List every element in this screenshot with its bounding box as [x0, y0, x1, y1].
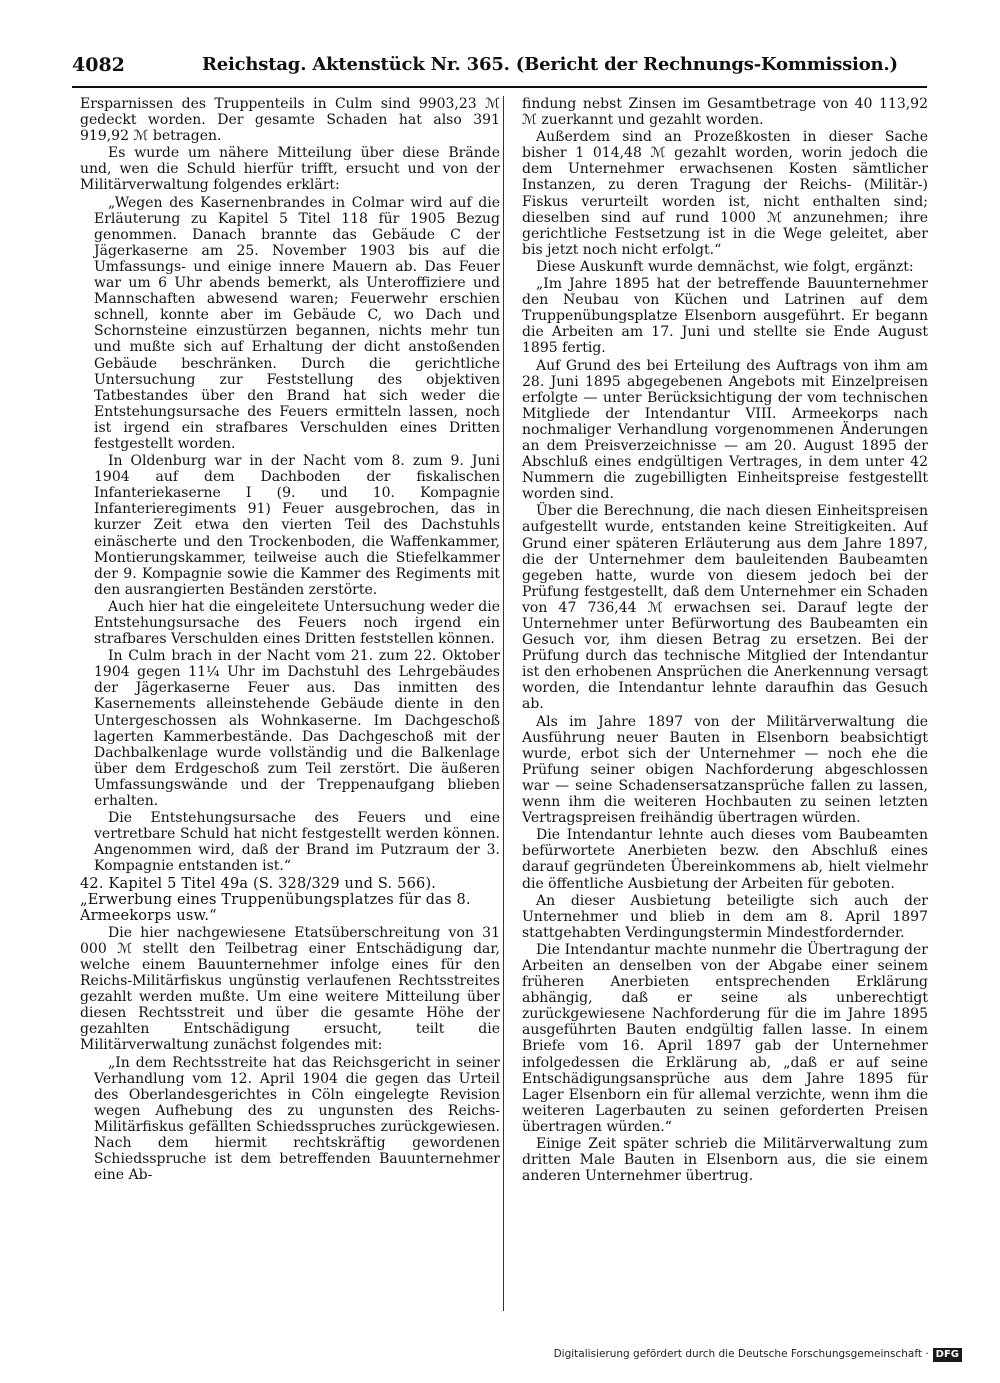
right-column — [508, 96, 928, 1316]
paragraph: Die Intendantur lehnte auch dieses vom Baubeamten befürwortete Anerbieten bezw. den Abschluß eines darauf gegründeten Übereinkommens ab, hielt vielmehr die öffentliche Ausbietung der Arbeiten für geboten. — [522, 827, 928, 892]
paragraph: Außerdem sind an Prozeßkosten in dieser Sache bisher 1 014,48 ℳ gezahlt worden, worin jedoch die dem Unternehmer erwachsenen Kosten sämtlicher Instanzen, zu deren Tragung der Reichs- (Militär-) Fiskus verurteilt worden ist, nicht enthalten sind; dieselben sind auf rund 1000 ℳ anzunehmen; ihre gerichtliche Festsetzung ist in die Wege geleitet, aber bis jetzt noch nicht erfolgt.“ — [522, 129, 928, 258]
paragraph: Die Intendantur machte nunmehr die Übertragung der Arbeiten an denselben von der Abgabe einer seinem früheren Anerbieten entsprechenden Erklärung abhängig, daß er seine als unberechtigt zurückgewiesene Nachforderung für die im Jahre 1895 ausgeführten Bauten endgültig fallen lasse. In einem Briefe vom 16. April 1897 gab der Unternehmer infolgedessen die Erklärung ab, „daß er auf seine Entschädigungsansprüche aus dem Jahre 1895 für Lager Elsenborn ein für allemal verzichte, wenn ihm die weiteren Lagerbauten zu seinen geforderten Preisen übertragen würden.“ — [522, 941, 928, 1135]
quotation-block — [80, 195, 500, 875]
credit-text: Digitalisierung gefördert durch die Deutsche Forschungsgemeinschaft · — [553, 1348, 929, 1360]
paragraph: Ersparnissen des Truppenteils in Culm sind 9903,23 ℳ gedeckt worden. Der gesamte Schaden hat also 391 919,92 ℳ betragen. — [80, 96, 500, 145]
page-number: 4082 — [72, 54, 125, 76]
running-title: Reichstag. Aktenstück Nr. 365. (Bericht der Rechnungs-Kommission.) — [202, 54, 898, 75]
section-title: 42. Kapitel 5 Titel 49a (S. 328/329 und S. 566). „Erwerbung eines Truppenübungsplatzes für das 8. Armeekorps usw.“ — [80, 875, 471, 924]
paragraph: Die Entstehungsursache des Feuers und eine vertretbare Schuld hat nicht festgestellt werden können. Angenommen wird, daß der Brand im Putzraum der 3. Kompagnie entstanden ist.“ — [94, 810, 500, 875]
paragraph: Auch hier hat die eingeleitete Untersuchung weder die Entstehungsursache des Feuers noch irgend ein strafbares Verschulden eines Dritten feststellen können. — [94, 598, 500, 648]
quotation-block — [508, 96, 928, 258]
paragraph: An dieser Ausbietung beteiligte sich auch der Unternehmer und blieb in dem am 8. April 1897 stattgehabten Verdingungstermin Mindestfordernder. — [522, 892, 928, 941]
quotation-block — [80, 1055, 500, 1184]
paragraph: Diese Auskunft wurde demnächst, wie folgt, ergänzt: — [536, 258, 914, 275]
paragraph: Einige Zeit später schrieb die Militärverwaltung zum dritten Male Bauten in Elsenborn aus, die sie einem anderen Unternehmer übertrug. — [522, 1136, 928, 1185]
paragraph: findung nebst Zinsen im Gesamtbetrage von 40 113,92 ℳ zuerkannt und gezahlt worden. — [522, 96, 928, 129]
paragraph: „Wegen des Kasernenbrandes in Colmar wird auf die Erläuterung zu Kapitel 5 Titel 118 für 1905 Bezug genommen. Danach brannte das Gebäude C der Jägerkaserne am 25. November 1903 bis auf die Umfassungs- und einige innere Mauern ab. Das Feuer war um 6 Uhr abends bemerkt, als Unteroffiziere und Mannschaften abwesend waren; Feuerwehr erschien schnell, konnte aber im Gebäude C, wo Dach und Schornsteine einzustürzen begannen, nichts mehr tun und mußte sich auf Erhaltung der dicht anstoßenden Gebäude beschränken. Durch die gerichtliche Untersuchung zur Feststellung des objektiven Tatbestandes über den Brand hat sich weder die Entstehungsursache des Feuers ermitteln lassen, noch ist irgend ein strafbares Verschulden eines Dritten festgestellt worden. — [94, 194, 500, 452]
quotation-block — [508, 276, 928, 1184]
paragraph: In Oldenburg war in der Nacht vom 8. zum 9. Juni 1904 auf dem Dachboden der fiskalischen Infanteriekaserne I (9. und 10. Kompagnie Infanterieregiments 91) Feuer ausgebrochen, das in kurzer Zeit etwa den vierten Teil des Dachstuhls einäscherte und den Trockenboden, die Waffenkammer, Montierungskammer, teilweise auch die Stiefelkammer der 9. Kompagnie sowie die Kammer des Regiments mit den ausrangierten Beständen zerstörte. — [94, 453, 500, 598]
paragraph: „Im Jahre 1895 hat der betreffende Bauunternehmer den Neubau von Küchen und Latrinen auf dem Truppenübungsplatze Elsenborn ausgeführt. Er begann die Arbeiten am 17. Juni und stellte sie Ende August 1895 fertig. — [522, 276, 928, 357]
paragraph: Auf Grund des bei Erteilung des Auftrags von ihm am 28. Juni 1895 abgegebenen Angebots mit Einzelpreisen erfolgte — unter Berücksichtigung der vom technischen Mitgliede der Intendantur VIII. Armeekorps nach nochmaliger Verhandlung vorgenommenen Änderungen an dem Preisverzeichnisse — am 20. August 1895 der Abschluß eines endgültigen Vertrages, in dem unter 42 Nummern die zugebilligten Einheitspreise festgestellt worden sind. — [522, 357, 928, 503]
header-rule — [72, 86, 927, 88]
paragraph: In Culm brach in der Nacht vom 21. zum 22. Oktober 1904 gegen 11¼ Uhr im Dachstuhl des Lehrgebäudes der Jägerkaserne Feuer aus. Das inmitten des Kasernements alleinstehende Gebäude diente in den Untergeschossen als Wohnkaserne. Im Dachgeschoß lagerten Kammerbestände. Das Dachgeschoß mit der Dachbalkenlage wurde vollständig und die Balkenlage über dem Erdgeschoß zum Teil zerstört. Die äußeren Umfassungswände und der Treppenaufgang blieben erhalten. — [94, 648, 500, 810]
paragraph: Über die Berechnung, die nach diesen Einheitspreisen aufgestellt wurde, entstanden keine Streitigkeiten. Auf Grund einer späteren Erläuterung aus dem Jahre 1897, die der Unternehmer dem bauleitenden Baubeamten gegeben hatte, wurde von diesem jedoch bei der Prüfung festgestellt, daß dem Unternehmer ein Schaden von 47 736,44 ℳ erwachsen sei. Darauf legte der Unternehmer unter Befürwortung des Baubeamten ein Gesuch vor, ihm diesen Betrag zu ersetzen. Bei der Prüfung durch das technische Mitglied der Intendantur ist den erhobenen Ansprüchen die Anerkennung versagt worden, die Intendantur lehnte daraufhin das Gesuch ab. — [522, 503, 928, 713]
digitization-credit — [554, 1346, 962, 1362]
paragraph: Die hier nachgewiesene Etatsüberschreitung von 31 000 ℳ stellt den Teilbetrag einer Entschädigung dar, welche einem Bauunternehmer infolge eines für den Reichs-Militärfiskus ungünstig verlaufenen Rechtsstreites gezahlt werden mußte. Um eine weitere Mitteilung über diesen Rechtsstreit und über die gesamte Höhe der gezahlten Entschädigung ersucht, teilt die Militärverwaltung zunächst folgendes mit: — [80, 924, 500, 1054]
paragraph: „In dem Rechtsstreite hat das Reichsgericht in seiner Verhandlung vom 12. April 1904 die gegen das Urteil des Oberlandesgerichtes in Cöln eingelegte Revision wegen Aufhebung des zu ungunsten des Reichs-Militärfiskus gefällten Schiedsspruches zurückgewiesen. Nach dem hiermit rechtskräftig gewordenen Schiedsspruche ist dem betreffenden Bauunternehmer eine Ab- — [94, 1054, 500, 1184]
paragraph: Als im Jahre 1897 von der Militärverwaltung die Ausführung neuer Bauten in Elsenborn beabsichtigt wurde, erbot sich der Unternehmer — noch ehe die Prüfung seiner obigen Nachforderung abgeschlossen war — seine Schadensersatzansprüche fallen zu lassen, wenn ihm die weiteren Hochbauten zu seinen letzten Vertragspreisen freihändig übertragen würden. — [522, 713, 928, 827]
paragraph: Es wurde um nähere Mitteilung über diese Brände und, wen die Schuld hierfür trifft, ersucht und von der Militärverwaltung folgendes erklärt: — [80, 145, 500, 194]
page-header — [72, 52, 922, 78]
left-column — [80, 96, 500, 1316]
dfg-logo: DFG — [933, 1348, 962, 1362]
column-divider — [503, 96, 504, 1311]
